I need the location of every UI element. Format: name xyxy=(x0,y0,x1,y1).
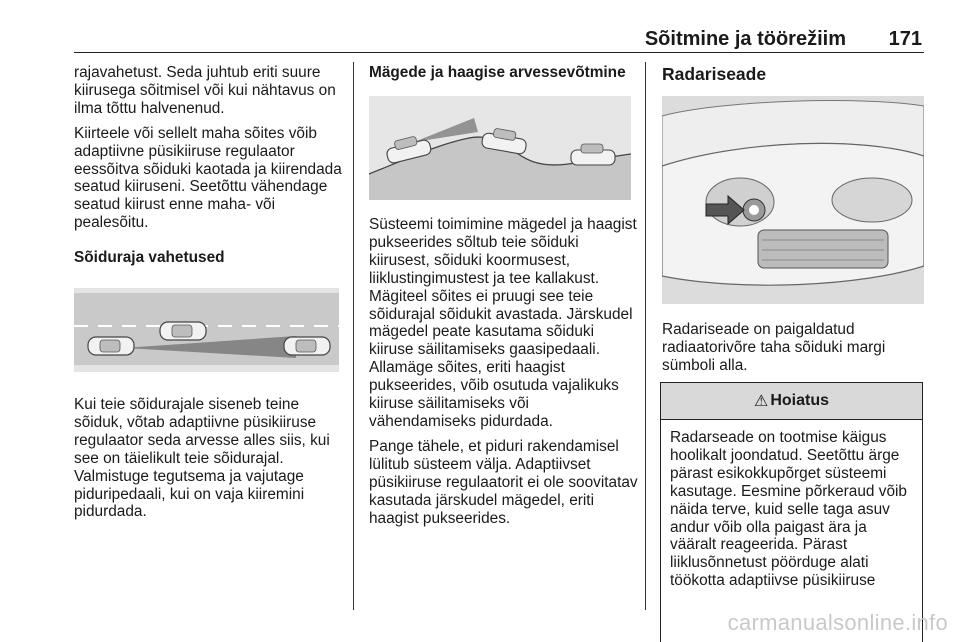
watermark: carmanualsonline.info xyxy=(727,610,948,635)
column-2-lower xyxy=(369,216,639,534)
paragraph-hills: Süsteemi toimimine mägedel ja haagist pukseerides sõltub teie sõiduki kiirusest, sõiduki koormusest, liiklustingimustest ja tee kallakust. Mägiteel sõites ei pruugi see teie sõidurajal sõidukit avastada. Järskudel mägedel peate kasutama sõiduki kiiruse säilitamiseks gaasipedaali. Allamäge sõites, eriti haagist pukseerides, võib osutuda vajalikuks kiiruse säilitamiseks või vähendamiseks pidurdada. xyxy=(369,216,637,430)
heading-lane-changes: Sõiduraja vahetused xyxy=(74,249,225,267)
heading-radar: Radariseade xyxy=(662,64,767,84)
column-1-lower xyxy=(74,396,346,528)
column-divider-1 xyxy=(353,62,354,610)
paragraph-lane-entry: Kui teie sõidurajale siseneb teine sõiduk, võtab adaptiivne püsikiiruse regulaator seda arvesse alles siis, kui see on täielikult teie sõidurajal. Valmistuge tegutsema ja vajutage piduripedaali, kui on vaja kiiremini pidurdada. xyxy=(74,396,330,521)
warning-box xyxy=(660,382,923,642)
column-3 xyxy=(662,66,924,84)
paragraph-motorway: Kiirteele või sellelt maha sõites võib adaptiivne püsikiiruse regulaator eessõitva sõiduki kaotada ja kiirendada seatud kiiruseni. Seetõttu vähendage seatud kiirust enne maha- või pealesõitu. xyxy=(74,124,342,232)
radar-location-illustration xyxy=(662,96,924,304)
paragraph-brake: Pange tähele, et piduri rakendamisel lülitub süsteem välja. Adaptiivset püsikiiruse regulaatorit ei ole soovitatav kasutada järskudel mägedel, eriti haagist pukseerides. xyxy=(369,437,638,527)
warning-header xyxy=(661,383,922,420)
page-number: 171 xyxy=(888,28,922,50)
car-icon xyxy=(88,337,134,355)
car-icon xyxy=(284,337,330,355)
warning-icon: ⚠ xyxy=(753,393,769,410)
car-icon xyxy=(160,322,206,340)
heading-hills-trailer: Mägede ja haagise arvessevõtmine xyxy=(369,64,626,81)
section-title: Sõitmine ja töörežiim xyxy=(644,28,846,50)
column-divider-2 xyxy=(645,62,646,610)
hill-driving-illustration xyxy=(369,96,631,200)
warning-text: Radarseade on tootmise käigus hoolikalt joondatud. Seetõttu ärge pärast esikokkupõrget süsteemi kasutage. Eesmine põrkeraud võib näida terve, kuid selle taga asuv andur võib olla paigast ära ja vääralt reageerida. Pärast liiklusõnnetust pöörduge alati töökotta adaptiivse püsikiiruse xyxy=(670,429,907,590)
lane-change-illustration xyxy=(74,288,339,372)
paragraph-radar: Radariseade on paigaldatud radiaatorivõre taha sõiduki margi sümboli alla. xyxy=(662,321,886,374)
warning-title: Hoiatus xyxy=(770,392,829,409)
page-header xyxy=(74,28,924,53)
column-3-lower xyxy=(662,321,924,382)
paragraph-lane-change-cont: rajavahetust. Seda juhtub eriti suure kiirusega sõitmisel või kui nähtavus on ilma tõttu halvenenud. xyxy=(74,64,336,117)
column-1 xyxy=(74,64,346,267)
column-2 xyxy=(369,64,639,82)
radar-sensor-icon xyxy=(743,199,765,221)
